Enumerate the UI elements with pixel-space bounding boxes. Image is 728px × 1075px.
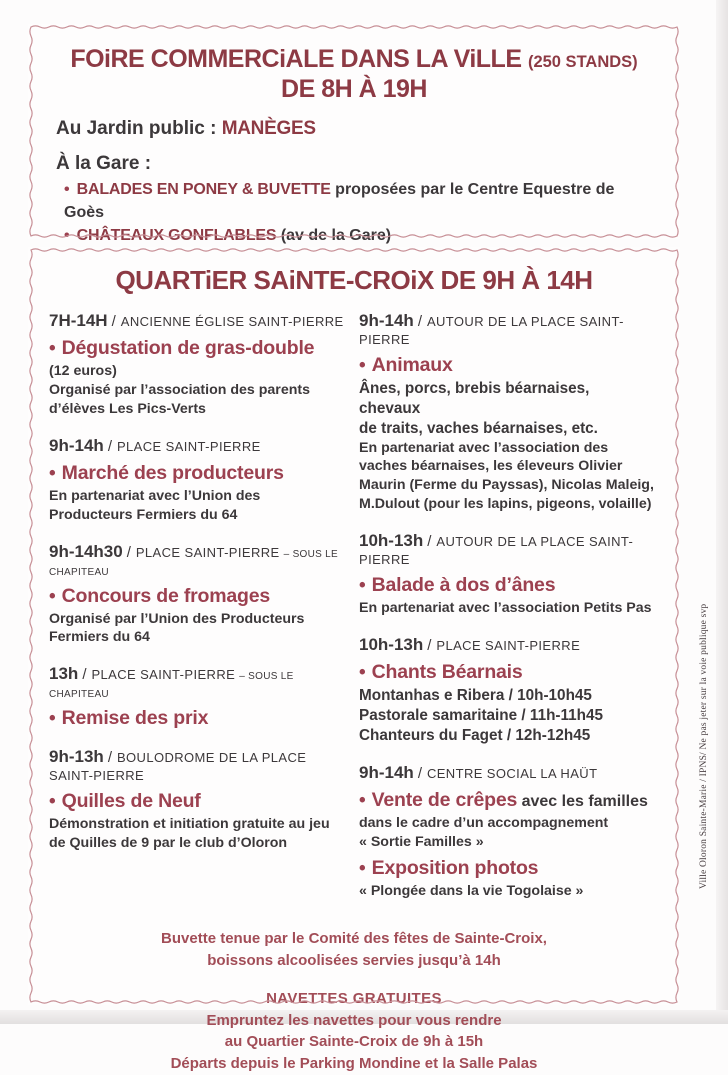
item-lines <box>359 686 659 746</box>
item-text-line: dans le cadre d’un accompagnement <box>359 814 609 831</box>
event-separator: / <box>111 313 121 330</box>
event-separator: / <box>107 749 117 767</box>
event-head <box>49 435 345 457</box>
bullet-dot: • <box>359 857 366 879</box>
bullet-dot: • <box>359 662 366 684</box>
item-lines <box>359 379 659 514</box>
activity-rest: (av de la Gare) <box>276 227 392 245</box>
activity-highlight: CHÂTEAUX GONFLABLES <box>76 227 277 245</box>
event-time: 9h-13h <box>49 747 104 767</box>
event-item <box>49 585 345 648</box>
item-title: Chants Béarnais <box>371 661 523 684</box>
event-items <box>49 462 345 525</box>
item-title: Animaux <box>371 353 453 376</box>
item-title: Dégustation de gras-double <box>61 337 315 360</box>
gare-activity-list <box>56 178 652 248</box>
event-item <box>49 790 345 853</box>
item-lines <box>49 362 345 419</box>
jardin-line <box>56 118 652 140</box>
item-text-line: « Plongée dans la vie Togolaise » <box>359 882 584 899</box>
event-item <box>49 707 345 730</box>
event-separator: / <box>82 666 92 684</box>
buvette-note-line: boissons alcoolisées servies jusqu’à 14h <box>207 952 501 970</box>
event-location: PLACE SAINT-PIERRE <box>91 667 236 683</box>
bullet-dot: • <box>49 791 56 813</box>
item-title: Remise des prix <box>61 707 209 730</box>
event-head <box>49 746 345 785</box>
page-edge-right <box>716 0 728 1024</box>
item-title: Balade à dos d’ânes <box>371 574 556 597</box>
event-time: 13h <box>49 664 79 684</box>
bullet-dot: • <box>359 789 366 811</box>
event-separator: / <box>417 764 427 782</box>
event-time: 9h-14h30 <box>49 541 123 561</box>
programme-event <box>359 310 659 514</box>
activity-rest: proposées par le Centre Equestre de Goès <box>64 181 615 222</box>
event-item <box>359 661 659 746</box>
programme-column-left <box>49 310 345 916</box>
event-location: PLACE SAINT-PIERRE <box>116 438 261 454</box>
item-text-line: Démonstration et initiation gratuite au jeu de Quilles de 9 par le club d’Oloron <box>49 816 330 852</box>
programme-event <box>359 762 659 901</box>
navettes-line: Empruntez les navettes pour vous rendre <box>206 1011 502 1029</box>
programme-event <box>49 746 345 853</box>
item-title-row <box>359 574 659 597</box>
bullet-dot: • <box>49 462 56 484</box>
item-lead-line: Montanhas e Ribera / 10h-10h45 <box>359 687 592 705</box>
gare-label: À la Gare : <box>56 153 152 174</box>
item-text-line: (12 euros) <box>49 363 117 380</box>
event-location: AUTOUR DE LA PLACE SAINT-PIERRE <box>359 314 624 348</box>
event-items <box>49 585 345 648</box>
event-time: 9h-14h <box>49 435 104 455</box>
item-lead-line: Ânes, porcs, brebis béarnaises, <box>359 379 590 397</box>
event-separator: / <box>427 636 437 654</box>
fair-title-text: FOiRE COMMERCiALE DANS LA ViLLE <box>70 45 522 73</box>
buvette-note-line: Buvette tenue par le Comité des fêtes de Sainte-Croix, <box>161 930 547 948</box>
event-items <box>359 789 659 901</box>
bullet-dot: • <box>359 575 366 597</box>
item-title-row <box>49 585 345 608</box>
event-head <box>49 541 345 580</box>
item-title-row <box>49 462 345 485</box>
programme-event <box>49 541 345 648</box>
programme-column-right <box>359 310 659 916</box>
fair-info-box <box>28 24 680 245</box>
navettes-title: NAVETTES GRATUITES <box>266 989 442 1007</box>
event-time: 7H-14H <box>49 311 108 330</box>
item-lead-line: Chanteurs du Faget / 12h-12h45 <box>359 726 591 744</box>
item-title-suffix: avec les familles <box>517 792 648 810</box>
bullet-dot: • <box>359 354 366 376</box>
item-lines <box>359 882 659 901</box>
event-item <box>49 462 345 525</box>
event-head <box>359 310 659 349</box>
print-credit-note: Ville Oloron Sainte-Marie / IPNS/ Ne pas jeter sur la voie publique svp <box>699 603 709 889</box>
event-items <box>359 574 659 618</box>
event-location: AUTOUR DE LA PLACE SAINT-PIERRE <box>359 534 634 568</box>
programme-event <box>49 663 345 730</box>
section-title: QUARTiER SAiNTE-CROiX DE 9H À 14H <box>115 265 593 295</box>
event-head <box>49 663 345 702</box>
item-text-line: Organisé par l’Union des Producteurs Fermiers du 64 <box>49 610 305 646</box>
item-lines <box>49 610 345 648</box>
bullet-dot: • <box>49 585 56 607</box>
list-item <box>64 224 652 247</box>
item-title: Marché des producteurs <box>61 461 284 484</box>
event-head <box>49 310 345 332</box>
bullet-dot: • <box>64 181 70 198</box>
event-location-small: – SOUS LE CHAPITEAU <box>49 671 294 701</box>
list-item <box>64 178 652 224</box>
item-title: Vente de crêpes <box>371 788 518 811</box>
event-item <box>359 857 659 901</box>
bullet-dot: • <box>49 708 56 730</box>
item-lines <box>49 815 345 853</box>
event-items <box>49 790 345 853</box>
event-separator: / <box>126 543 136 561</box>
item-title-row <box>49 337 345 360</box>
item-title-row <box>359 354 659 377</box>
fair-title-note: (250 STANDS) <box>527 53 638 71</box>
programme-event <box>49 310 345 419</box>
bullet-dot: • <box>64 227 70 245</box>
event-items <box>49 337 345 419</box>
item-text-line: « Sortie Familles » <box>359 833 484 850</box>
event-item <box>359 354 659 514</box>
event-separator: / <box>107 437 117 455</box>
event-head <box>359 762 659 784</box>
programme-event <box>49 435 345 525</box>
event-time: 10h-13h <box>359 531 424 551</box>
event-time: 9h-14h <box>359 762 414 782</box>
activity-highlight: BALADES EN PONEY & BUVETTE <box>76 181 331 198</box>
event-time: 10h-13h <box>359 634 424 654</box>
programme-event <box>359 530 659 618</box>
item-text-line: En partenariat avec l’Union des Producteurs Fermiers du 64 <box>49 487 261 523</box>
programme-columns <box>49 310 659 916</box>
event-separator: / <box>417 313 427 330</box>
navettes-line: Départs depuis le Parking Mondine et la Salle Palas <box>170 1055 538 1073</box>
event-item <box>49 337 345 419</box>
item-title-row <box>359 857 659 880</box>
event-time: 9h-14h <box>359 311 414 330</box>
event-item <box>359 789 659 852</box>
event-head <box>359 634 659 656</box>
event-items <box>359 661 659 746</box>
event-location-small: – SOUS LE CHAPITEAU <box>49 548 339 578</box>
item-title: Concours de fromages <box>61 584 271 607</box>
fair-title <box>56 44 652 74</box>
event-separator: / <box>427 533 437 551</box>
event-location: PLACE SAINT-PIERRE <box>135 544 280 560</box>
item-lines <box>359 599 659 618</box>
item-text-line: En partenariat avec l’association Petits Pas <box>359 600 652 617</box>
item-text-line: Organisé par l’association des parents d’élèves Les Pics-Verts <box>49 381 310 417</box>
event-item <box>359 574 659 618</box>
event-items <box>49 707 345 730</box>
item-title-row <box>359 661 659 684</box>
item-lines <box>49 487 345 525</box>
item-text-line: En partenariat avec l’association des vaches béarnaises, les éleveurs Olivier Maurin (Ferme du Payssas), Nicolas Maleig, M.Dulout (pour les lapins, pigeons, volaille) <box>359 439 654 513</box>
item-title-row <box>49 790 345 813</box>
item-title: Exposition photos <box>371 856 539 879</box>
item-lines <box>359 814 659 852</box>
jardin-value: MANÈGES <box>221 118 316 139</box>
navettes-line: au Quartier Sainte-Croix de 9h à 15h <box>224 1033 484 1051</box>
programme-event <box>359 634 659 746</box>
item-title-row <box>49 707 345 730</box>
item-lead-line: chevaux <box>359 399 421 417</box>
fair-hours: DE 8H À 19H <box>281 75 427 103</box>
event-location: PLACE SAINT-PIERRE <box>436 637 581 653</box>
programme-footer <box>49 928 659 1075</box>
item-title-row <box>359 789 659 812</box>
item-title: Quilles de Neuf <box>61 790 201 813</box>
event-items <box>359 354 659 514</box>
bullet-dot: • <box>49 338 56 360</box>
item-lead-line: de traits, vaches béarnaises, etc. <box>359 419 598 437</box>
event-location: CENTRE SOCIAL LA HAÜT <box>426 765 598 781</box>
item-lead-line: Pastorale samaritaine / 11h-11h45 <box>359 706 604 724</box>
quartier-programme-box <box>28 247 680 1073</box>
event-head <box>359 530 659 569</box>
event-location: BOULODROME DE LA PLACE SAINT-PIERRE <box>49 750 307 784</box>
jardin-label: Au Jardin public : <box>56 118 217 139</box>
event-location: ANCIENNE ÉGLISE SAINT-PIERRE <box>120 314 344 329</box>
